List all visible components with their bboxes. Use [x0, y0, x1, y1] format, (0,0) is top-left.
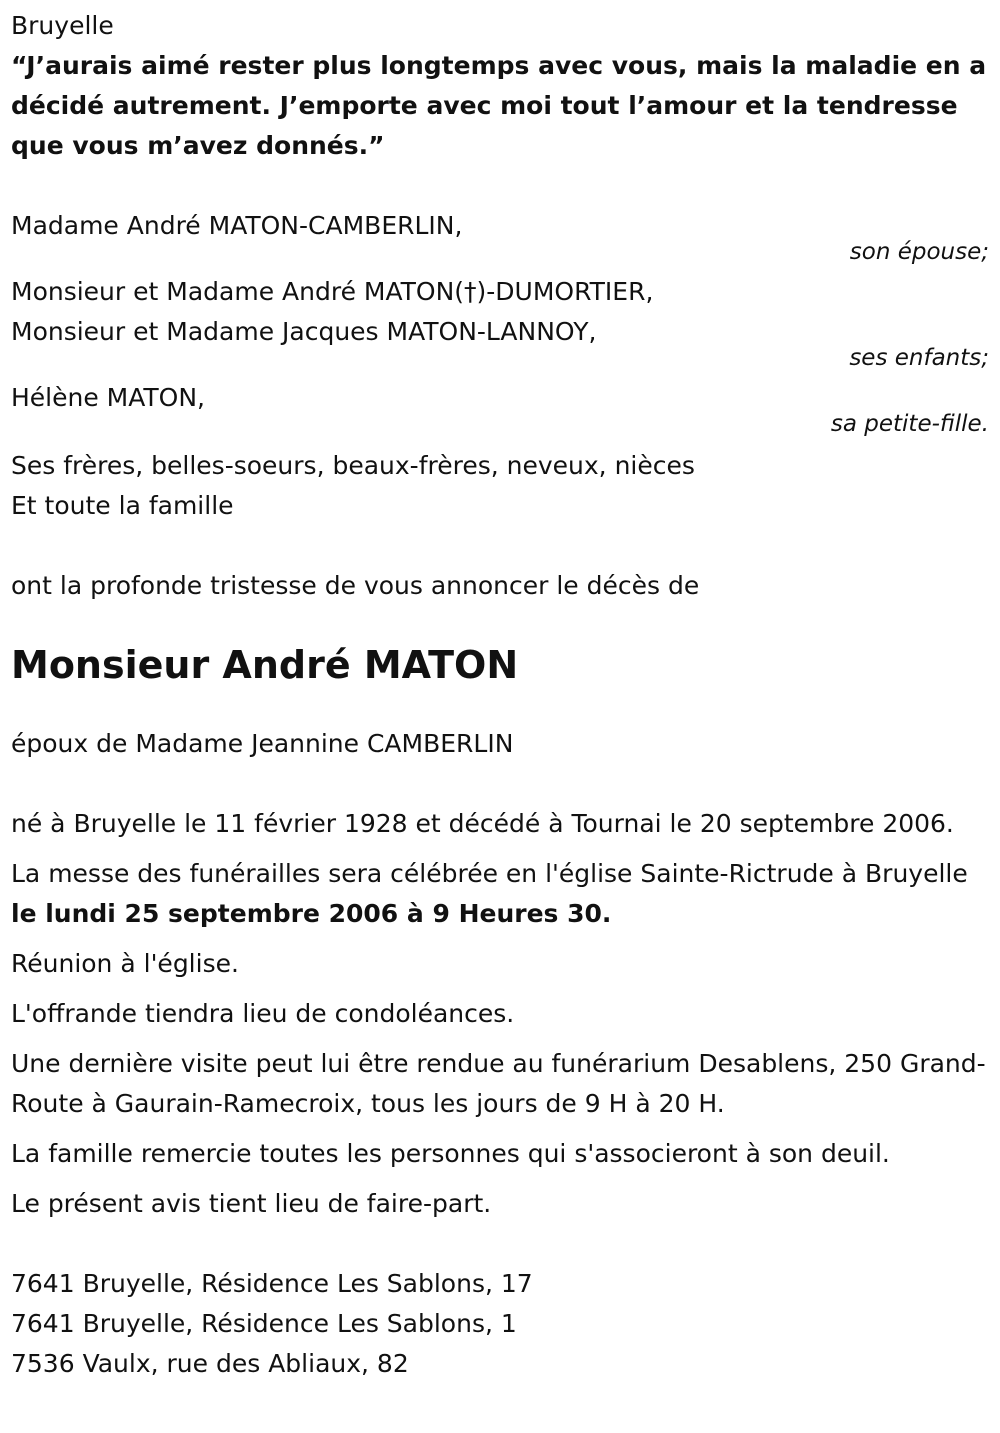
birth-death: né à Bruyelle le 11 février 1928 et décédé à Tournai le 20 septembre 2006.: [11, 809, 954, 838]
spacer: [11, 764, 989, 804]
deceased-spouse: époux de Madame Jeannine CAMBERLIN: [11, 729, 514, 758]
family-name: Monsieur et Madame Jacques MATON-LANNOY,: [11, 317, 597, 346]
family-relation: ses enfants;: [849, 345, 989, 371]
note: Une dernière visite peut lui être rendue au funérarium Desablens, 250 Grand-Route à Gaurain-Ramecroix, tous les jours de 9 H à 20 H.: [11, 1049, 986, 1118]
deceased-name: Monsieur André MATON: [11, 643, 519, 687]
spacer: [11, 690, 989, 724]
quote: “J’aurais aimé rester plus longtemps avec vous, mais la maladie en a décidé autrement. J’emporte avec moi tout l’amour et la tendresse que vous m’avez donnés.”: [11, 51, 987, 160]
address-line: 7641 Bruyelle, Résidence Les Sablons, 17: [11, 1269, 533, 1298]
family-group-grandchild: [11, 378, 989, 438]
obituary-notice: [11, 6, 989, 1384]
family-relation: son épouse;: [849, 239, 989, 265]
family-name: Madame André MATON-CAMBERLIN,: [11, 211, 463, 240]
extended-family: [11, 446, 989, 526]
announcement: ont la profonde tristesse de vous annoncer le décès de: [11, 571, 700, 600]
note: La famille remercie toutes les personnes qui s'associeront à son deuil.: [11, 1139, 890, 1168]
spacer: [11, 166, 989, 206]
spacer: [11, 526, 989, 566]
addresses: [11, 1264, 989, 1384]
family-relation: sa petite-fille.: [830, 411, 989, 437]
extended-family-line: Ses frères, belles-soeurs, beaux-frères, neveux, nièces: [11, 451, 695, 480]
note: L'offrande tiendra lieu de condoléances.: [11, 999, 515, 1028]
spacer: [11, 1224, 989, 1264]
extended-family-line: Et toute la famille: [11, 491, 234, 520]
note: Réunion à l'église.: [11, 949, 239, 978]
family-name: Hélène MATON,: [11, 383, 206, 412]
spacer: [11, 606, 989, 640]
note: Le présent avis tient lieu de faire-part.: [11, 1189, 492, 1218]
funeral-date: le lundi 25 septembre 2006 à 9 Heures 30.: [11, 899, 612, 928]
family-name: Monsieur et Madame André MATON(†)-DUMORTIER,: [11, 277, 654, 306]
family-group-children: [11, 272, 989, 372]
funeral-info: [11, 854, 989, 934]
place-heading: Bruyelle: [11, 11, 114, 40]
address-line: 7536 Vaulx, rue des Abliaux, 82: [11, 1349, 409, 1378]
address-line: 7641 Bruyelle, Résidence Les Sablons, 1: [11, 1309, 517, 1338]
family-group-spouse: [11, 206, 989, 266]
funeral-text: La messe des funérailles sera célébrée en l'église Sainte-Rictrude à Bruyelle: [11, 859, 968, 888]
